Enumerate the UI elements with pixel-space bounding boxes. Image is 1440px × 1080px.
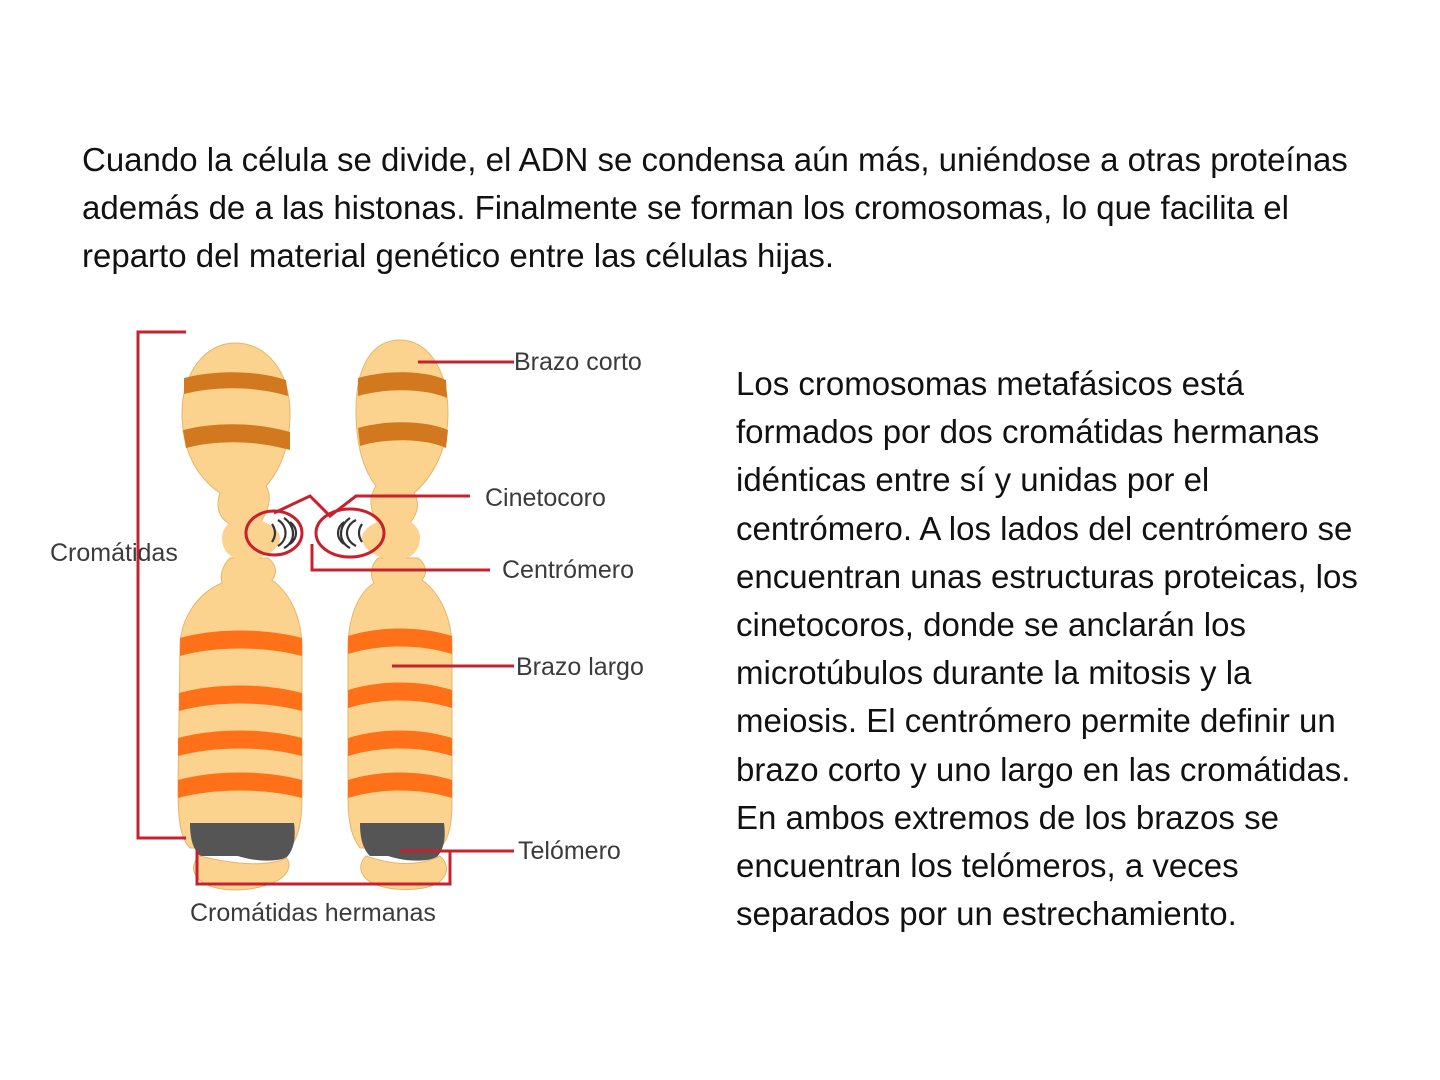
label-brazo-largo: Brazo largo bbox=[516, 653, 644, 681]
label-cinetocoro: Cinetocoro bbox=[485, 484, 606, 512]
label-brazo-corto: Brazo corto bbox=[514, 348, 642, 376]
right-telomere bbox=[360, 823, 445, 861]
chromosome-diagram bbox=[40, 318, 680, 958]
label-cromatidas: Cromátidas bbox=[50, 539, 178, 567]
right-kinetochore bbox=[338, 518, 362, 548]
intro-paragraph: Cuando la célula se divide, el ADN se condensa aún más, uniéndose a otras proteínas además de a las histonas. Finalmente se forman los cromosomas, lo que facilita el reparto del material genético entre las células hijas. bbox=[82, 141, 1348, 274]
label-cromatidas-hermanas: Cromátidas hermanas bbox=[190, 899, 436, 927]
label-telomero: Telómero bbox=[518, 837, 621, 865]
right-chromatid bbox=[348, 340, 452, 890]
side-paragraph: Los cromosomas metafásicos está formados por dos cromátidas hermanas idénticas entre sí y unidas por el centrómero. A los lados del centrómero se encuentran unas estructuras proteicas, los cinetocoros, donde se anclarán los microtúbulos durante la mitosis y la meiosis. El centrómero permite definir un brazo corto y uno largo en las cromátidas. En ambos extremos de los brazos se encuentran los telómeros, a veces separados por un estrechamiento. bbox=[736, 365, 1358, 933]
left-telomere bbox=[190, 823, 295, 861]
chromosome-illustration bbox=[40, 318, 680, 958]
left-chromatid bbox=[178, 343, 302, 890]
label-centromero: Centrómero bbox=[502, 556, 634, 584]
